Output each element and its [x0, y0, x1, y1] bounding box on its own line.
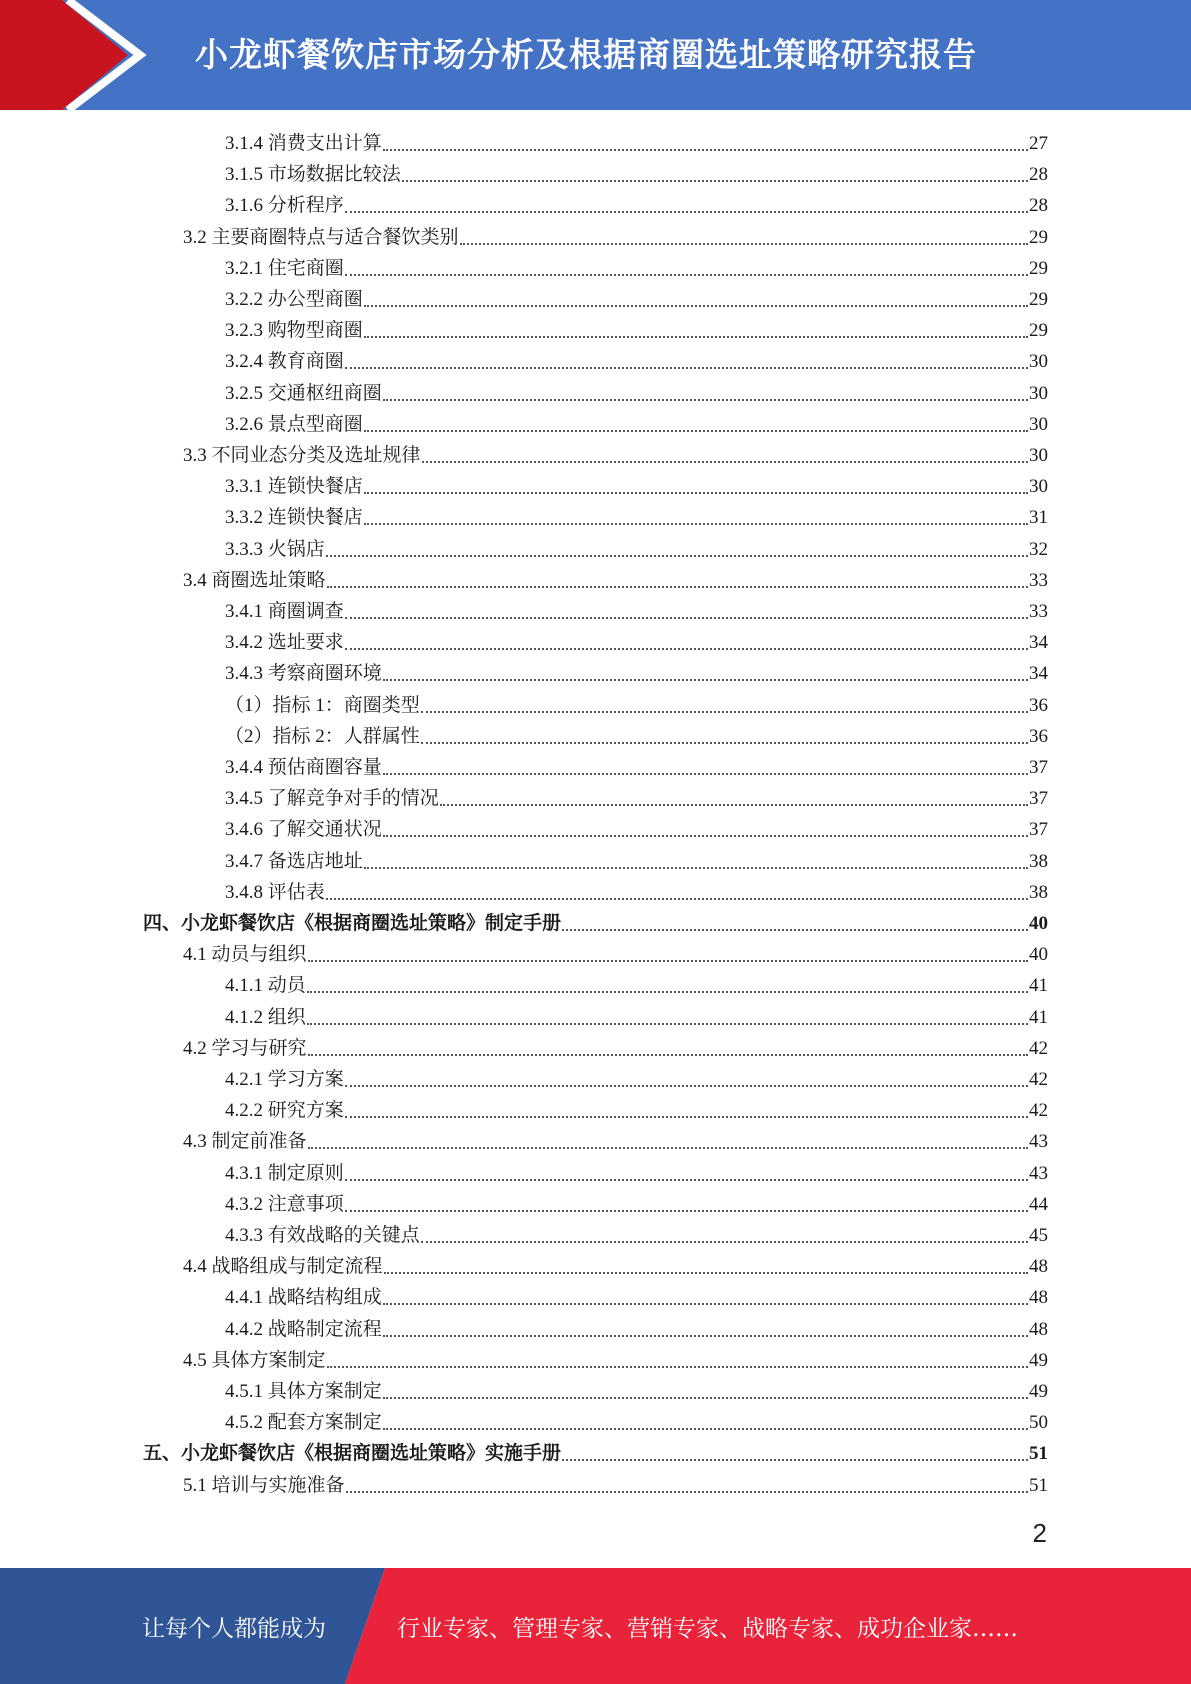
- toc-dot-leader: [345, 1116, 1028, 1118]
- toc-entry[interactable]: [225, 814, 1048, 845]
- toc-entry-page: 34: [1029, 663, 1048, 685]
- toc-entry-title: 3.4.4 预估商圈容量: [225, 757, 382, 778]
- toc-entry-title: 3.4.2 选址要求: [225, 632, 344, 654]
- toc-dot-leader: [562, 929, 1028, 931]
- toc-entry[interactable]: [225, 409, 1048, 440]
- toc-entry-title: 3.2.4 教育商圈: [225, 351, 344, 373]
- toc-entry[interactable]: [225, 159, 1048, 190]
- toc-entry-title: 3.3.3 火锅店: [225, 538, 325, 560]
- toc-dot-leader: [421, 1241, 1028, 1243]
- toc-dot-leader: [364, 492, 1028, 494]
- toc-entry-title: 4.1.1 动员: [225, 975, 306, 997]
- toc-entry-page: 28: [1029, 195, 1048, 217]
- toc-dot-leader: [364, 305, 1028, 307]
- toc-dot-leader: [364, 867, 1028, 869]
- toc-entry[interactable]: [225, 128, 1048, 159]
- toc-entry-title: 3.2.1 住宅商圈: [225, 257, 344, 279]
- toc-dot-leader: [308, 1147, 1028, 1149]
- toc-entry-page: 29: [1029, 289, 1048, 310]
- footer-slogan-left: 让每个人都能成为: [142, 1616, 326, 1642]
- toc-entry[interactable]: [225, 315, 1048, 346]
- toc-entry-title: 四、小龙虾餐饮店《根据商圈选址策略》制定手册: [143, 913, 562, 934]
- toc-entry-page: 43: [1029, 1162, 1048, 1184]
- toc-entry-title: 3.4.5 了解竞争对手的情况: [225, 788, 439, 810]
- toc-dot-leader: [383, 835, 1028, 837]
- toc-entry[interactable]: [225, 1407, 1048, 1438]
- toc-entry[interactable]: [143, 1438, 1048, 1469]
- toc-dot-leader: [402, 180, 1028, 182]
- toc-entry-title: 五、小龙虾餐饮店《根据商圈选址策略》实施手册: [143, 1443, 562, 1465]
- toc-entry[interactable]: [183, 1126, 1048, 1157]
- toc-entry-page: 41: [1029, 975, 1048, 997]
- toc-dot-leader: [383, 1397, 1028, 1399]
- toc-dot-leader: [422, 461, 1028, 463]
- toc-entry-page: 37: [1029, 819, 1048, 841]
- toc-entry-title: 4.3.2 注意事项: [225, 1193, 344, 1215]
- toc-dot-leader: [326, 898, 1028, 900]
- toc-entry-page: 48: [1029, 1318, 1048, 1340]
- toc-entry[interactable]: [183, 1033, 1048, 1064]
- toc-dot-leader: [562, 1459, 1028, 1461]
- toc-entry-title: 3.4 商圈选址策略: [183, 569, 326, 591]
- toc-entry-title: 4.4 战略组成与制定流程: [183, 1256, 383, 1278]
- toc-entry-page: 33: [1029, 569, 1048, 591]
- toc-entry[interactable]: [183, 222, 1048, 253]
- toc-entry[interactable]: [225, 284, 1048, 315]
- toc-entry-page: 36: [1029, 725, 1048, 747]
- toc-dot-leader: [383, 1303, 1028, 1305]
- toc-entry-page: 36: [1029, 694, 1048, 716]
- toc-dot-leader: [345, 1210, 1028, 1212]
- toc-entry-page: 49: [1029, 1381, 1048, 1402]
- toc-entry-page: 40: [1029, 913, 1048, 934]
- toc-entry-title: 4.5 具体方案制定: [183, 1349, 326, 1371]
- toc-entry[interactable]: [225, 1189, 1048, 1220]
- toc-entry-title: 4.5.1 具体方案制定: [225, 1381, 382, 1402]
- toc-dot-leader: [421, 711, 1028, 713]
- toc-entry-page: 30: [1029, 382, 1048, 404]
- toc-entry[interactable]: [225, 253, 1048, 284]
- toc-entry-title: 3.4.1 商圈调查: [225, 601, 344, 622]
- toc-entry-page: 42: [1029, 1069, 1048, 1090]
- toc-entry[interactable]: [225, 658, 1048, 689]
- toc-entry[interactable]: [225, 846, 1048, 877]
- header-band: [0, 0, 1191, 110]
- toc-entry-page: 32: [1029, 538, 1048, 560]
- toc-entry[interactable]: [225, 1282, 1048, 1313]
- toc-entry[interactable]: [225, 346, 1048, 377]
- toc-dot-leader: [308, 960, 1028, 962]
- toc-entry-title: 4.2.2 研究方案: [225, 1100, 344, 1122]
- toc-entry[interactable]: [225, 1002, 1048, 1033]
- toc-entry[interactable]: [225, 783, 1048, 814]
- toc-entry-title: 4.1 动员与组织: [183, 944, 307, 966]
- toc-entry-title: 3.1.6 分析程序: [225, 195, 344, 217]
- toc-entry[interactable]: [183, 1470, 1048, 1501]
- toc-entry-title: 4.3.1 制定原则: [225, 1162, 344, 1184]
- toc-dot-leader: [308, 1054, 1028, 1056]
- toc-dot-leader: [345, 648, 1028, 650]
- toc-entry-page: 42: [1029, 1037, 1048, 1059]
- toc-entry-page: 28: [1029, 164, 1048, 186]
- toc-dot-leader: [440, 804, 1028, 806]
- toc-entry-page: 37: [1029, 788, 1048, 810]
- toc-entry-title: 3.1.5 市场数据比较法: [225, 164, 401, 186]
- report-title: 小龙虾餐饮店市场分析及根据商圈选址策略研究报告: [195, 35, 977, 74]
- toc-entry-page: 48: [1029, 1287, 1048, 1309]
- toc-entry-page: 41: [1029, 1006, 1048, 1028]
- toc-entry[interactable]: [225, 1064, 1048, 1095]
- toc-dot-leader: [364, 430, 1028, 432]
- toc-entry[interactable]: [225, 627, 1048, 658]
- toc-entry[interactable]: [225, 502, 1048, 533]
- toc-entry[interactable]: [183, 1345, 1048, 1376]
- toc-dot-leader: [421, 742, 1028, 744]
- toc-entry-title: 3.3 不同业态分类及选址规律: [183, 445, 421, 466]
- toc-entry-page: 43: [1029, 1131, 1048, 1153]
- toc-entry-page: 40: [1029, 944, 1048, 966]
- toc-entry-title: 4.2 学习与研究: [183, 1037, 307, 1059]
- toc-entry-page: 30: [1029, 413, 1048, 435]
- toc-entry-title: 4.3 制定前准备: [183, 1131, 307, 1153]
- footer-slogan-right: 行业专家、管理专家、营销专家、战略专家、成功企业家……: [397, 1616, 1018, 1642]
- toc-entry-title: 4.5.2 配套方案制定: [225, 1412, 382, 1434]
- toc-entry-title: 3.1.4 消费支出计算: [225, 133, 382, 154]
- toc-entry[interactable]: [225, 596, 1048, 627]
- toc-entry[interactable]: [225, 970, 1048, 1001]
- toc-entry-page: 33: [1029, 601, 1048, 622]
- toc-entry-title: 3.2.6 景点型商圈: [225, 413, 363, 435]
- toc-dot-leader: [345, 617, 1028, 619]
- toc-entry-title: 3.4.8 评估表: [225, 881, 325, 903]
- toc-entry[interactable]: [225, 1158, 1048, 1189]
- toc-entry-page: 51: [1029, 1443, 1048, 1465]
- toc-entry[interactable]: [225, 690, 1048, 721]
- toc-entry[interactable]: [183, 440, 1048, 471]
- toc-entry-page: 51: [1029, 1474, 1048, 1496]
- toc-entry-page: 38: [1029, 881, 1048, 903]
- toc-entry-title: 4.3.3 有效战略的关键点: [225, 1225, 420, 1246]
- toc-dot-leader: [327, 1366, 1028, 1368]
- toc-entry[interactable]: [183, 1251, 1048, 1282]
- toc-entry-title: 3.3.1 连锁快餐店: [225, 476, 363, 498]
- toc-entry[interactable]: [183, 565, 1048, 596]
- toc-entry-title: 4.4.1 战略结构组成: [225, 1287, 382, 1309]
- toc-dot-leader: [345, 1085, 1028, 1087]
- toc-entry-title: 3.2.5 交通枢纽商圈: [225, 382, 382, 404]
- toc-dot-leader: [364, 523, 1028, 525]
- toc-entry-title: 3.4.6 了解交通状况: [225, 819, 382, 841]
- toc-entry-title: （2）指标 2：人群属性: [225, 725, 420, 747]
- toc-dot-leader: [345, 1179, 1028, 1181]
- toc-entry-title: （1）指标 1：商圈类型: [225, 694, 420, 716]
- toc-entry-title: 3.2.3 购物型商圈: [225, 320, 363, 342]
- toc-entry-title: 3.2 主要商圈特点与适合餐饮类别: [183, 226, 459, 248]
- toc-entry-page: 42: [1029, 1100, 1048, 1122]
- toc-dot-leader: [307, 991, 1028, 993]
- toc-dot-leader: [345, 367, 1028, 369]
- toc-entry-page: 30: [1029, 445, 1048, 466]
- toc-dot-leader: [383, 149, 1028, 151]
- toc-dot-leader: [460, 243, 1028, 245]
- toc-entry-page: 30: [1029, 476, 1048, 498]
- toc-entry-title: 4.1.2 组织: [225, 1006, 306, 1028]
- toc-entry[interactable]: [225, 1314, 1048, 1345]
- toc-entry-page: 27: [1029, 133, 1048, 154]
- toc-entry-page: 49: [1029, 1349, 1048, 1371]
- page-number: 2: [1032, 1518, 1047, 1548]
- toc-entry-page: 38: [1029, 850, 1048, 872]
- toc-entry-page: 48: [1029, 1256, 1048, 1278]
- toc-entry[interactable]: [225, 190, 1048, 221]
- toc-dot-leader: [346, 1491, 1028, 1493]
- toc-dot-leader: [307, 1023, 1028, 1025]
- toc-dot-leader: [383, 1335, 1028, 1337]
- toc-dot-leader: [383, 773, 1028, 775]
- toc-entry-title: 3.4.7 备选店地址: [225, 850, 363, 872]
- toc-entry-page: 34: [1029, 632, 1048, 654]
- toc-entry-title: 5.1 培训与实施准备: [183, 1474, 345, 1496]
- toc-dot-leader: [383, 679, 1028, 681]
- toc-entry-title: 3.2.2 办公型商圈: [225, 289, 363, 310]
- toc-entry-page: 29: [1029, 257, 1048, 279]
- toc-dot-leader: [345, 211, 1028, 213]
- toc-entry[interactable]: [225, 1220, 1048, 1251]
- toc-entry-title: 3.4.3 考察商圈环境: [225, 663, 382, 685]
- toc-entry[interactable]: [183, 939, 1048, 970]
- toc-entry-page: 29: [1029, 320, 1048, 342]
- toc-entry[interactable]: [225, 471, 1048, 502]
- toc-entry[interactable]: [225, 752, 1048, 783]
- toc-entry-page: 45: [1029, 1225, 1048, 1246]
- toc-dot-leader: [364, 336, 1028, 338]
- toc-dot-leader: [345, 274, 1028, 276]
- toc-entry-page: 29: [1029, 226, 1048, 248]
- toc-dot-leader: [383, 1428, 1028, 1430]
- toc-dot-leader: [384, 1272, 1028, 1274]
- toc-entry[interactable]: [225, 534, 1048, 565]
- toc-dot-leader: [327, 586, 1028, 588]
- toc-dot-leader: [326, 555, 1028, 557]
- toc-dot-leader: [383, 399, 1028, 401]
- toc-entry-title: 3.3.2 连锁快餐店: [225, 507, 363, 529]
- toc-entry-page: 31: [1029, 507, 1048, 529]
- toc-entry-page: 50: [1029, 1412, 1048, 1434]
- toc-entry[interactable]: [225, 1376, 1048, 1407]
- toc-entry[interactable]: [143, 908, 1048, 939]
- toc-entry-title: 4.2.1 学习方案: [225, 1069, 344, 1090]
- toc-entry-page: 30: [1029, 351, 1048, 373]
- toc-entry[interactable]: [225, 877, 1048, 908]
- header-arrow-accent: [0, 0, 150, 110]
- toc-entry-title: 4.4.2 战略制定流程: [225, 1318, 382, 1340]
- footer-band: [0, 1568, 1191, 1684]
- toc-entry-page: 37: [1029, 757, 1048, 778]
- toc-entry[interactable]: [225, 721, 1048, 752]
- toc-entry[interactable]: [225, 378, 1048, 409]
- toc-entry[interactable]: [225, 1095, 1048, 1126]
- toc-entry-page: 44: [1029, 1193, 1048, 1215]
